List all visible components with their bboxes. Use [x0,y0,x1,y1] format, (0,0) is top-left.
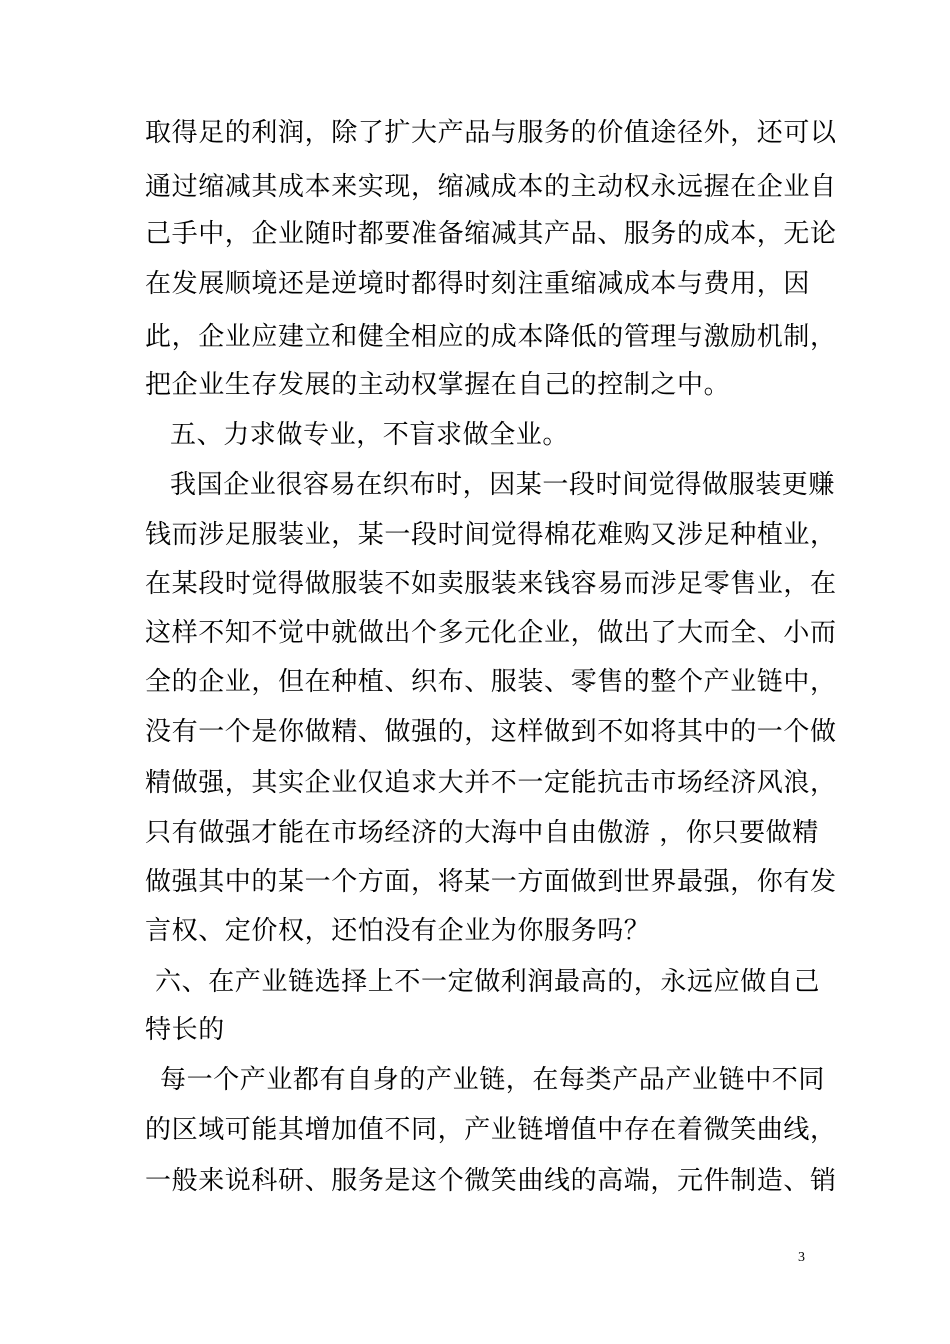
paragraph-line: 在发展顺境还是逆境时都得时刻注重缩减成本与费用，因 [145,269,811,299]
paragraph-line: 一般来说科研、服务是这个微笑曲线的高端，元件制造、销 [145,1166,837,1196]
paragraph-line: 通过缩减其成本来实现，缩减成本的主动权永远握在企业自 [145,172,837,202]
paragraph-line: 这样不知不觉中就做出个多元化企业，做出了大而全、小而 [145,618,837,648]
section-heading: 五、力求做专业，不盲求做全业。 [170,420,570,450]
section-heading-continuation: 特长的 [145,1015,225,1045]
paragraph-line: 只有做强才能在市场经济的大海中自由傲游 ，你只要做精 [145,818,819,848]
page-number: 3 [798,1250,805,1265]
section-heading: 六、在产业链选择上不一定做利润最高的，永远应做自己 [155,967,821,997]
paragraph-line: 钱而涉足服装业，某一段时间觉得棉花难购又涉足种植业， [145,520,837,550]
paragraph-line: 没有一个是你做精、做强的，这样做到不如将其中的一个做 [145,717,837,747]
paragraph-line: 言权、定价权，还怕没有企业为你服务吗？ [145,916,651,946]
paragraph-line: 此，企业应建立和健全相应的成本降低的管理与激励机制， [145,322,837,352]
paragraph-line: 把企业生存发展的主动权掌握在自己的控制之中。 [145,370,731,400]
paragraph-line: 的区域可能其增加值不同，产业链增值中存在着微笑曲线， [145,1115,837,1145]
paragraph-line: 精做强，其实企业仅追求大并不一定能抗击市场经济风浪， [145,768,837,798]
paragraph-line: 做强其中的某一个方面，将某一方面做到世界最强，你有发 [145,867,837,897]
paragraph-line: 己手中，企业随时都要准备缩减其产品、服务的成本，无论 [145,219,837,249]
paragraph-line: 每一个产业都有自身的产业链，在每类产品产业链中不同 [160,1065,826,1095]
paragraph-line: 我国企业很容易在织布时，因某一段时间觉得做服装更赚 [170,470,836,500]
paragraph-line: 全的企业，但在种植、织布、服装、零售的整个产业链中， [145,667,837,697]
paragraph-line: 在某段时觉得做服装不如卖服装来钱容易而涉足零售业，在 [145,569,837,599]
paragraph-line: 取得足的利润，除了扩大产品与服务的价值途径外，还可以 [145,118,837,148]
